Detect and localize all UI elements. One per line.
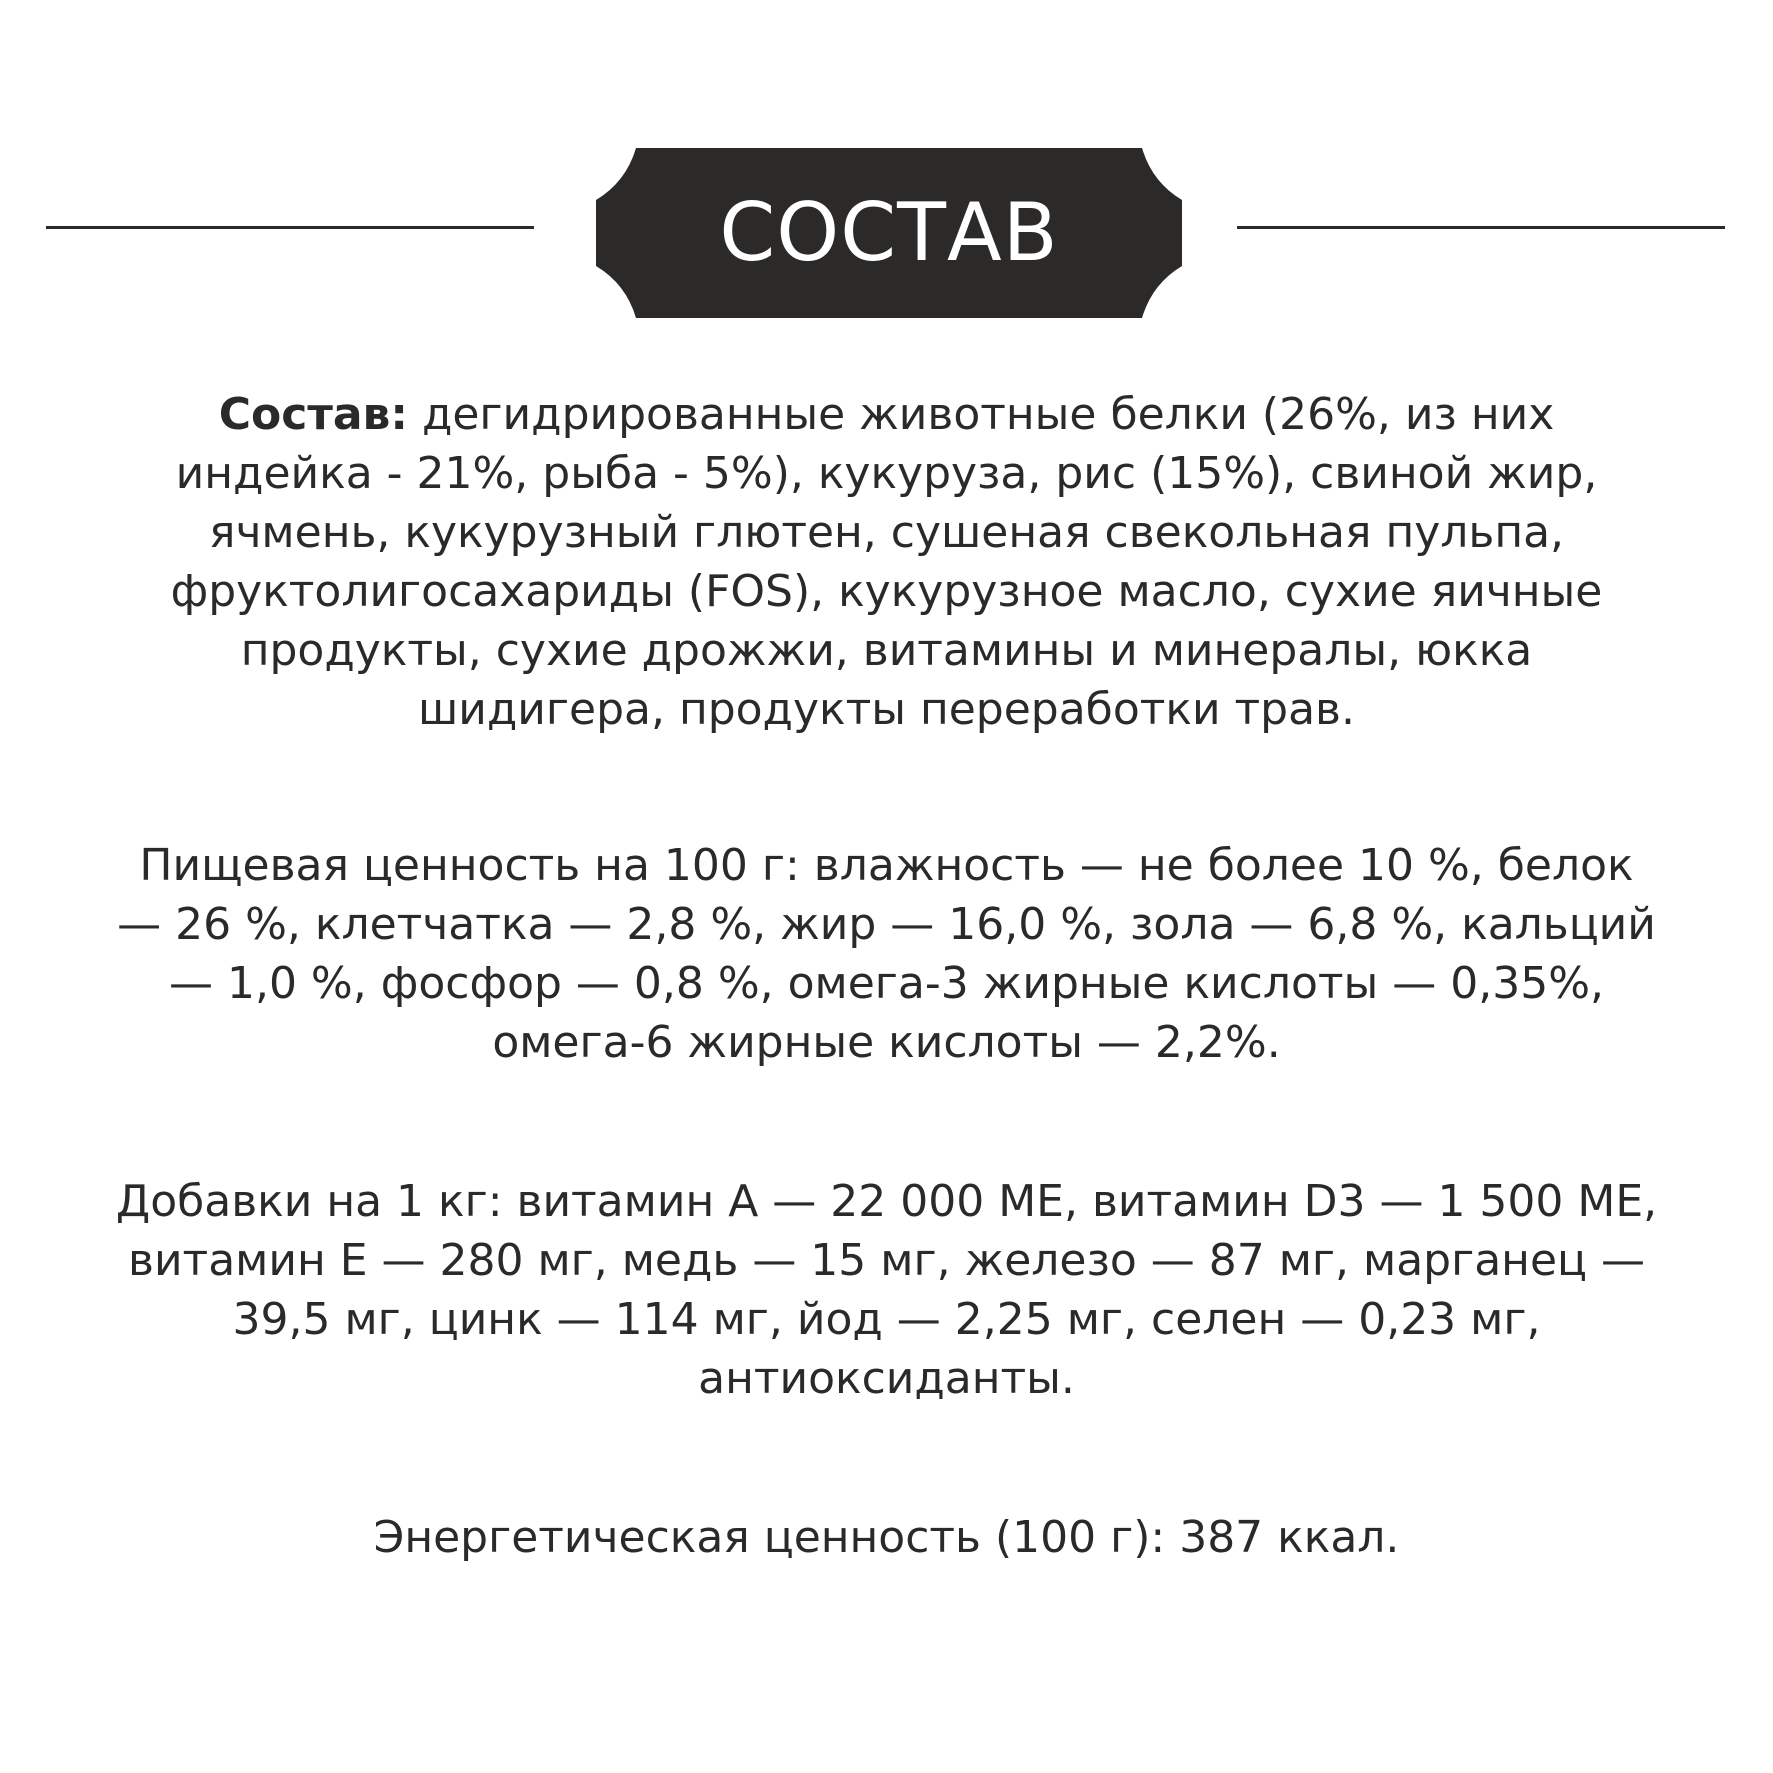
divider-right — [1237, 226, 1725, 229]
energy-paragraph: Энергетическая ценность (100 г): 387 ккал. — [373, 1512, 1400, 1563]
page-title: СОСТАВ — [719, 186, 1059, 279]
divider-left — [46, 226, 534, 229]
composition-paragraph — [115, 385, 1658, 739]
title-badge — [596, 148, 1182, 318]
additives-paragraph: Добавки на 1 кг: витамин А — 22 000 МЕ, витамин D3 — 1 500 МЕ, витамин Е — 280 мг, медь — 15 мг, железо — 87 мг, марганец — 39,5 мг, цинк — 114 мг, йод — 2,25 мг, селен — 0,23 мг, антиоксиданты. — [115, 1176, 1658, 1404]
nutrition-paragraph: Пищевая ценность на 100 г: влажность — не более 10 %, белок — 26 %, клетчатка — 2,8 %, жир — 16,0 %, зола — 6,8 %, кальций — 1,0 %, фосфор — 0,8 %, омега-3 жирные кислоты — 0,35%, омега-6 жирные кислоты — 2,2%. — [117, 840, 1656, 1068]
composition-text: дегидрированные животные белки (26%, из них индейка - 21%, рыба - 5%), кукуруза, рис (15%), свиной жир, ячмень, кукурузный глютен, сушеная свекольная пульпа, фруктолигосахариды (FOS), кукурузное масло, сухие яичные продукты, сухие дрожжи, витамины и минералы, юкка шидигера, продукты переработки трав. — [170, 389, 1603, 735]
composition-label: Состав: — [218, 389, 408, 440]
